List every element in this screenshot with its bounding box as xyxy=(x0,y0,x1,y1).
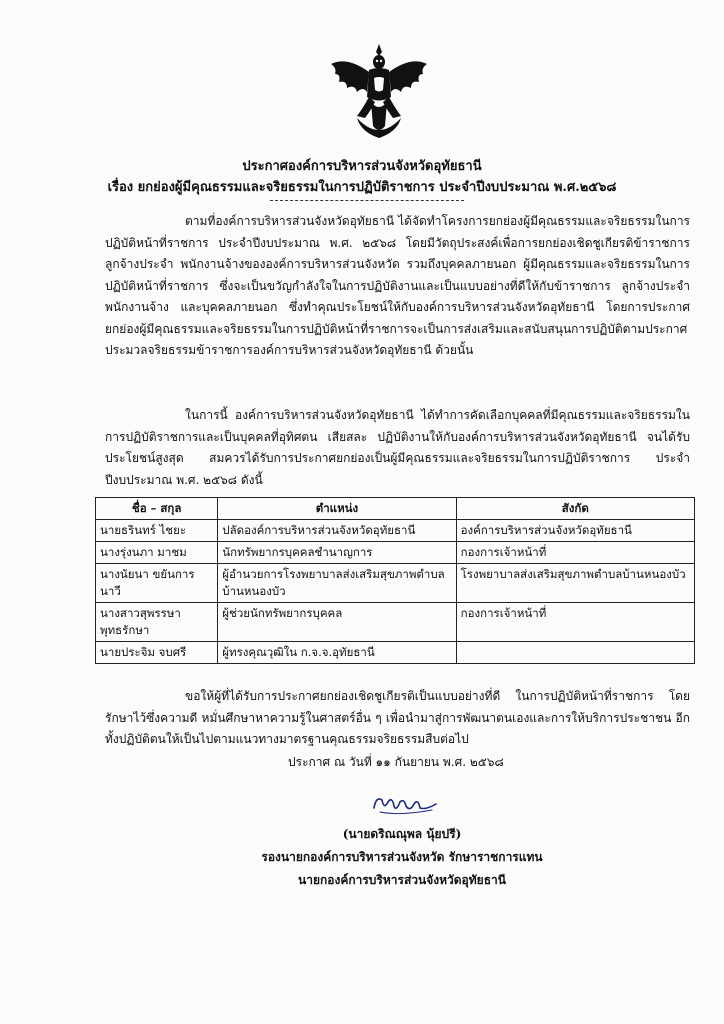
paragraph-closing: ขอให้ผู้ที่ได้รับการประกาศยกย่องเชิดชูเกียรติเป็นแบบอย่างที่ดี ในการปฏิบัติหน้าที่ราชการ โดยรักษาไว้ซึ่งความดี หมั่นศึกษาหาความรู้ในศาสตร์อื่น ๆ เพื่อนำมาสู่การพัฒนาตนเองและการให้บริการประชาชน อีกทั้งปฏิบัติตนให้เป็นไปตามแนวทางมาตรฐานคุณธรรมจริยธรรมสืบต่อไป xyxy=(105,689,690,746)
header-name: ชื่อ – สกุล xyxy=(96,498,218,520)
cell-position: ผู้ช่วยนักทรัพยากรบุคคล xyxy=(218,603,456,642)
paragraph-intro: ตามที่องค์การบริหารส่วนจังหวัดอุทัยธานี ได้จัดทำโครงการยกย่องผู้มีคุณธรรมและจริยธรรมในการปฏิบัติหน้าที่ราชการ ประจำปีงบประมาณ พ.ศ. ๒๕๖๘ โดยมีวัตถุประสงค์เพื่อการยกย่องเชิดชูเกียรติข้าราชการ ลูกจ้างประจำ พนักงานจ้างขององค์การบริหารส่วนจังหวัด รวมถึงบุคคลภายนอก ผู้มีคุณธรรมและจริยธรรมในการปฏิบัติหน้าที่ราชการ ซึ่งจะเป็นขวัญกำลังใจในการปฏิบัติงานและเป็นแบบอย่างที่ดีให้กับข้าราชการ ลูกจ้างประจำ พนักงานจ้าง และบุคคลภายนอก ซึ่งทำคุณประโยชน์ให้กับองค์การบริหารส่วนจังหวัดอุทัยธานี โดยการประกาศ ยกย่องผู้มีคุณธรรมและจริยธรรมในการปฏิบัติหน้าที่ราชการจะเป็นการส่งเสริมและสนับสนุนการปฏิบัติตามประกาศประมวลจริยธรรมข้าราชการองค์การบริหารส่วนจังหวัดอุทัยธานี ด้วยนั้น xyxy=(105,214,690,357)
garuda-emblem-icon xyxy=(327,42,431,142)
honoree-table xyxy=(95,497,695,664)
cell-affiliation xyxy=(456,642,694,664)
dashed-divider xyxy=(270,200,464,201)
handwritten-signature xyxy=(370,790,440,818)
cell-position: นักทรัพยากรบุคคลชำนาญการ xyxy=(218,542,456,564)
cell-affiliation: กองการเจ้าหน้าที่ xyxy=(456,542,694,564)
cell-name: นางรุ่งนภา มาชม xyxy=(96,542,218,564)
cell-affiliation: องค์การบริหารส่วนจังหวัดอุทัยธานี xyxy=(456,520,694,542)
header-affiliation: สังกัด xyxy=(456,498,694,520)
header-position: ตำแหน่ง xyxy=(218,498,456,520)
cell-affiliation: กองการเจ้าหน้าที่ xyxy=(456,603,694,642)
cell-name: นางสาวสุพรรษา พุทธรักษา xyxy=(96,603,218,642)
table-row xyxy=(96,542,695,564)
paragraph-selection: ในการนี้ องค์การบริหารส่วนจังหวัดอุทัยธานี ได้ทำการคัดเลือกบุคคลที่มีคุณธรรมและจริยธรรมในการปฏิบัติราชการและเป็นบุคคลที่อุทิศตน เสียสละ ปฏิบัติงานให้กับองค์การบริหารส่วนจังหวัดอุทัยธานี จนได้รับประโยชน์สูงสุด สมควรได้รับการประกาศยกย่องเป็นผู้มีคุณธรรมและจริยธรรมในการปฏิบัติราชการ ประจำปีงบประมาณ พ.ศ. ๒๕๖๘ ดังนี้ xyxy=(105,408,690,487)
table-row xyxy=(96,603,695,642)
table-row xyxy=(96,564,695,603)
table-header-row xyxy=(96,498,695,520)
cell-name: นางนัยนา ขยันการนาวี xyxy=(96,564,218,603)
cell-position: ปลัดองค์การบริหารส่วนจังหวัดอุทัยธานี xyxy=(218,520,456,542)
cell-name: นายประจิม จบศรี xyxy=(96,642,218,664)
cell-position: ผู้ทรงคุณวุฒิใน ก.จ.จ.อุทัยธานี xyxy=(218,642,456,664)
announcement-subject: เรื่อง ยกย่องผู้มีคุณธรรมและจริยธรรมในการปฏิบัติราชการ ประจำปีงบประมาณ พ.ศ.๒๕๖๘ xyxy=(107,180,617,195)
announcement-title: ประกาศองค์การบริหารส่วนจังหวัดอุทัยธานี xyxy=(242,159,482,174)
signer-position-acting: รองนายกองค์การบริหารส่วนจังหวัด รักษาราชการแทน xyxy=(261,850,543,864)
signer-position-title: นายกองค์การบริหารส่วนจังหวัดอุทัยธานี xyxy=(298,873,506,887)
cell-affiliation: โรงพยาบาลส่งเสริมสุขภาพตำบลบ้านหนองบัว xyxy=(456,564,694,603)
table-row xyxy=(96,520,695,542)
table-row xyxy=(96,642,695,664)
cell-name: นายธรินทร์ ไชยะ xyxy=(96,520,218,542)
signer-name: (นายดริณณุพล นุ้ยปรี) xyxy=(342,827,462,841)
announcement-date: ประกาศ ณ วันที่ ๑๑ กันยายน พ.ศ. ๒๕๖๘ xyxy=(288,755,504,769)
cell-position: ผู้อำนวยการโรงพยาบาลส่งเสริมสุขภาพตำบลบ้านหนองบัว xyxy=(218,564,456,603)
